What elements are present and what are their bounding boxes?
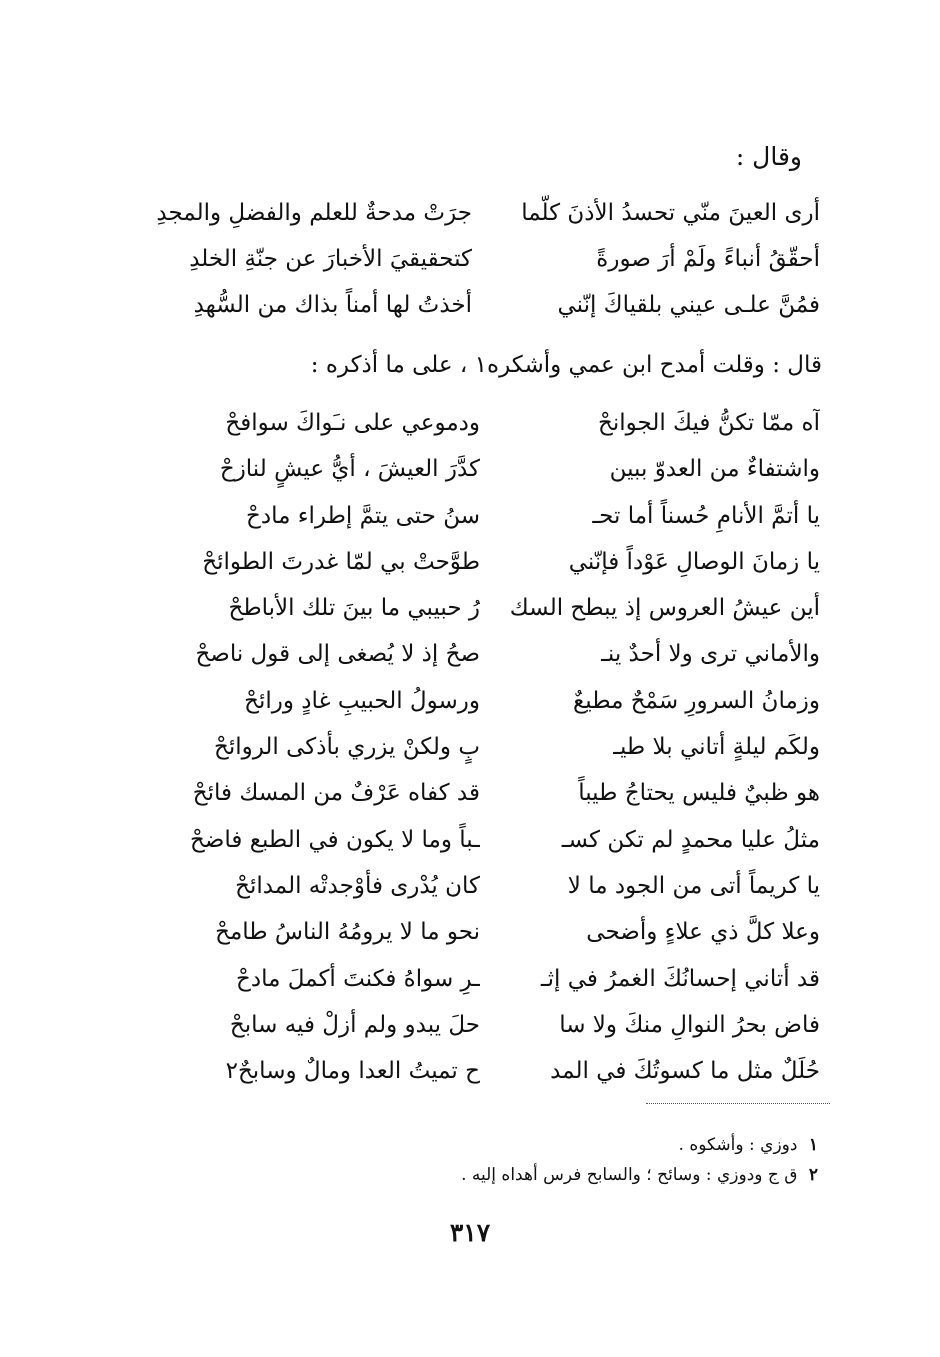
section-intro-2: قال : وقلت أمدح ابن عمي وأشكره١ ، على ما أذكره : — [310, 352, 822, 378]
verse-line — [186, 960, 820, 1006]
verse-second-hemistich: رُ حبيبي ما بينَ تلك الأباطحْ — [228, 595, 480, 622]
verse-line — [186, 589, 820, 635]
verse-first-hemistich: هو ظبيٌ فليس يحتاجُ طيباً — [578, 780, 820, 807]
verse-line — [186, 404, 820, 450]
footnote — [461, 1130, 818, 1160]
footnote-text: ق ج ودوزي : وسائح ؛ والسابح فرس أهداه إليه . — [461, 1165, 798, 1185]
poem-second — [186, 404, 820, 1098]
verse-second-hemistich: نحو ما لا يرومُهُ الناسُ طامحْ — [215, 919, 480, 946]
verse-first-hemistich: وعلا كلَّ ذي علاءٍ وأضحى — [586, 919, 820, 946]
verse-second-hemistich: صحُ إذ لا يُصغى إلى قول ناصحْ — [195, 641, 480, 668]
verse-first-hemistich: مثلُ عليا محمدٍ لم تكن كسـ — [561, 826, 820, 853]
verse-line — [170, 240, 820, 286]
section-intro: وقال : — [735, 142, 802, 171]
verse-first-hemistich: آه ممّا تكنُّ فيكَ الجوانحْ — [597, 410, 820, 436]
footnotes — [461, 1130, 818, 1190]
verse-second-hemistich: كتحقيقيَ الأخبارَ عن جنّةِ الخلدِ — [189, 246, 472, 272]
poem-first — [156, 194, 820, 332]
verse-second-hemistich: كان يُدْرى فأوْجدتْه المدائحْ — [235, 872, 480, 899]
verse-second-hemistich: ودموعي على نـَواكَ سوافحْ — [225, 410, 480, 436]
verse-first-hemistich: يا أتمَّ الأنامِ حُسناً أما تحـ — [592, 502, 820, 529]
verse-first-hemistich: حُلَلٌ مثل ما كسوتُكَ في المد — [550, 1058, 820, 1085]
verse-first-hemistich: أحقّقُ أنباءً ولَمْ أرَ صورةً — [596, 246, 820, 272]
verse-first-hemistich: والأماني ترى ولا أحدٌ ينـ — [601, 641, 820, 668]
verse-second-hemistich: ورسولُ الحبيبِ غادٍ ورائحْ — [244, 687, 480, 714]
verse-first-hemistich: أرى العينَ منّي تحسدُ الأذنَ كلّما — [521, 200, 820, 226]
verse-line — [186, 682, 820, 728]
verse-second-hemistich: كدَّرَ العيشَ ، أيُّ عيشٍ لنازحْ — [219, 456, 480, 483]
footnote-number: ٢ — [808, 1165, 818, 1185]
verse-second-hemistich: ـباً وما لا يكون في الطبع فاضحْ — [190, 826, 480, 853]
verse-second-hemistich: ح تميتُ العدا ومالٌ وسابحٌ٢ — [225, 1058, 480, 1085]
verse-second-hemistich: أخذتُ لها أمناً بذاك من السُّهدِ — [193, 292, 472, 318]
verse-line — [186, 635, 820, 681]
footnote-divider — [646, 1103, 830, 1104]
verse-line — [186, 728, 820, 774]
page-number: ٣١٧ — [449, 1218, 491, 1247]
verse-first-hemistich: أين عيشُ العروس إذ يبطح السك — [509, 595, 820, 622]
verse-second-hemistich: حلَ يبدو ولم أزلْ فيه سابحْ — [229, 1011, 480, 1038]
verse-first-hemistich: فمُنَّ علـى عيني بلقياكَ إنّني — [557, 292, 820, 318]
verse-first-hemistich: فاض بحرُ النوالِ منكَ ولا سا — [559, 1011, 820, 1038]
verse-second-hemistich: جرَتْ مدحةٌ للعلم والفضلِ والمجدِ — [156, 200, 472, 226]
verse-first-hemistich: يا كريماً أتى من الجود ما لا — [567, 872, 820, 899]
verse-second-hemistich: بٍ ولكنْ يزري بأذكى الروائحْ — [213, 734, 480, 761]
verse-second-hemistich: ـرِ سواهُ فكنتَ أكملَ مادحْ — [236, 965, 480, 992]
verse-second-hemistich: قد كفاه عَرْفٌ من المسك فائحْ — [192, 780, 480, 807]
verse-first-hemistich: ولكَم ليلةٍ أتاني بلا طيـ — [613, 734, 820, 761]
verse-line — [186, 1052, 820, 1098]
verse-second-hemistich: طوَّحتْ بي لمّا غدرتَ الطوائحْ — [202, 548, 480, 575]
verse-line — [170, 286, 820, 332]
verse-first-hemistich: واشتفاءٌ من العدوّ ببين — [609, 456, 820, 483]
verse-line — [186, 1006, 820, 1052]
verse-line — [186, 497, 820, 543]
verse-line — [186, 821, 820, 867]
verse-line — [186, 774, 820, 820]
verse-line — [186, 450, 820, 496]
verse-line — [186, 913, 820, 959]
verse-second-hemistich: سنُ حتى يتمَّ إطراء مادحْ — [245, 502, 480, 529]
verse-first-hemistich: وزمانُ السرورِ سَمْحٌ مطيعٌ — [573, 687, 820, 714]
footnote-number: ١ — [808, 1135, 818, 1155]
verse-line — [186, 867, 820, 913]
verse-first-hemistich: قد أتاني إحسانُكَ الغمرُ في إثـ — [540, 965, 820, 992]
verse-line — [156, 194, 820, 240]
footnote-text: دوزي : وأشكوه . — [678, 1135, 798, 1155]
verse-line — [186, 543, 820, 589]
verse-first-hemistich: يا زمانَ الوصالِ عَوْداً فإنّني — [568, 548, 820, 575]
footnote — [461, 1160, 818, 1190]
